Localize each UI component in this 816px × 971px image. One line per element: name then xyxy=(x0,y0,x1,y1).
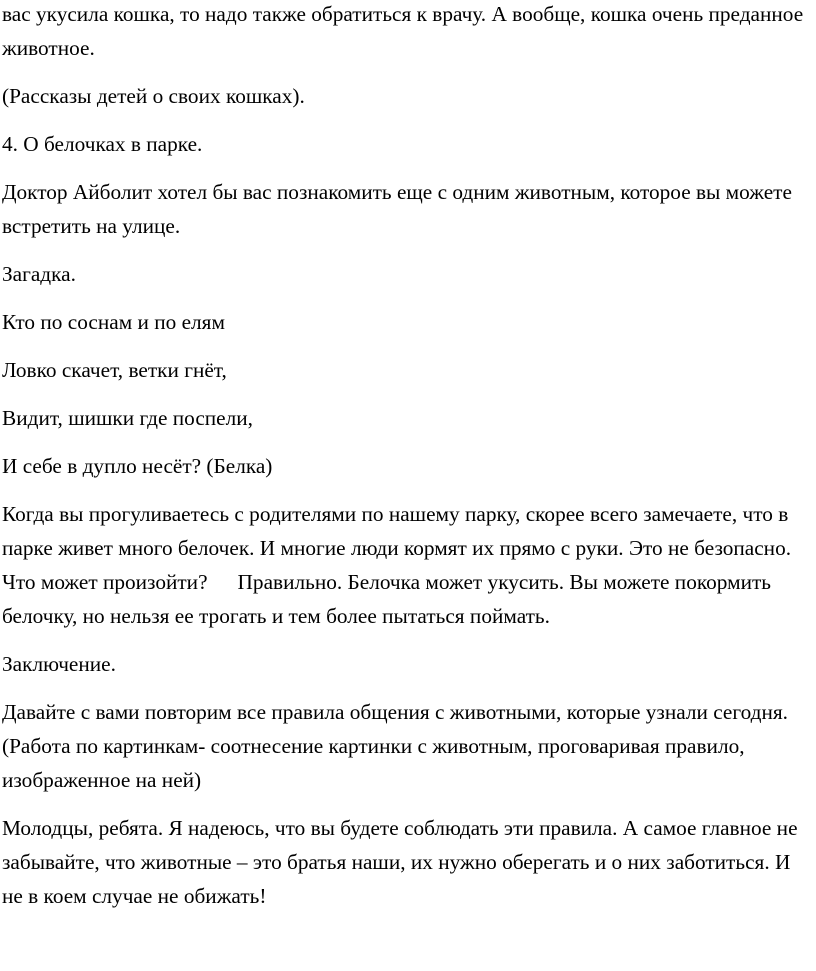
paragraph-children-stories: (Рассказы детей о своих кошках). xyxy=(2,84,305,108)
paragraph-cat-bite: вас укусила кошка, то надо также обратиться к врачу. А вообще, кошка очень преданное животное. xyxy=(2,2,804,60)
riddle-line-1: Кто по соснам и по елям xyxy=(2,310,225,334)
section-heading-squirrels: 4. О белочках в парке. xyxy=(2,132,203,156)
paragraph-aibolit-intro: Доктор Айболит хотел бы вас познакомить еще с одним животным, которое вы можете встретить на улице. xyxy=(2,180,792,238)
paragraph-closing: Молодцы, ребята. Я надеюсь, что вы будете соблюдать эти правила. А самое главное не забывайте, что животные – это братья наши, их нужно оберегать и о них заботиться. И не в коем случае не обижать! xyxy=(2,816,798,908)
riddle-line-4-answer: И себе в дупло несёт? (Белка) xyxy=(2,454,273,478)
paragraph-review-rules: Давайте с вами повторим все правила общения с животными, которые узнали сегодня. (Работа по картинкам- соотнесение картинки с животным, проговаривая правило, изображенное на ней) xyxy=(2,700,788,792)
riddle-line-3: Видит, шишки где поспели, xyxy=(2,406,253,430)
squirrel-paragraph-part2: Правильно. Белочка может укусить. Вы можете покормить белочку, но нельзя ее трогать и тем более пытаться поймать. xyxy=(2,570,771,628)
squirrel-paragraph-part1: Когда вы прогуливаетесь с родителями по нашему парку, скорее всего замечаете, что в парке живет много белочек. И многие люди кормят их прямо с руки. Это не безопасно. Что может произойти? xyxy=(2,502,792,594)
riddle-line-2: Ловко скачет, ветки гнёт, xyxy=(2,358,227,382)
paragraph-squirrels-park xyxy=(2,497,816,633)
riddle-heading: Загадка. xyxy=(2,262,76,286)
conclusion-heading: Заключение. xyxy=(2,652,116,676)
